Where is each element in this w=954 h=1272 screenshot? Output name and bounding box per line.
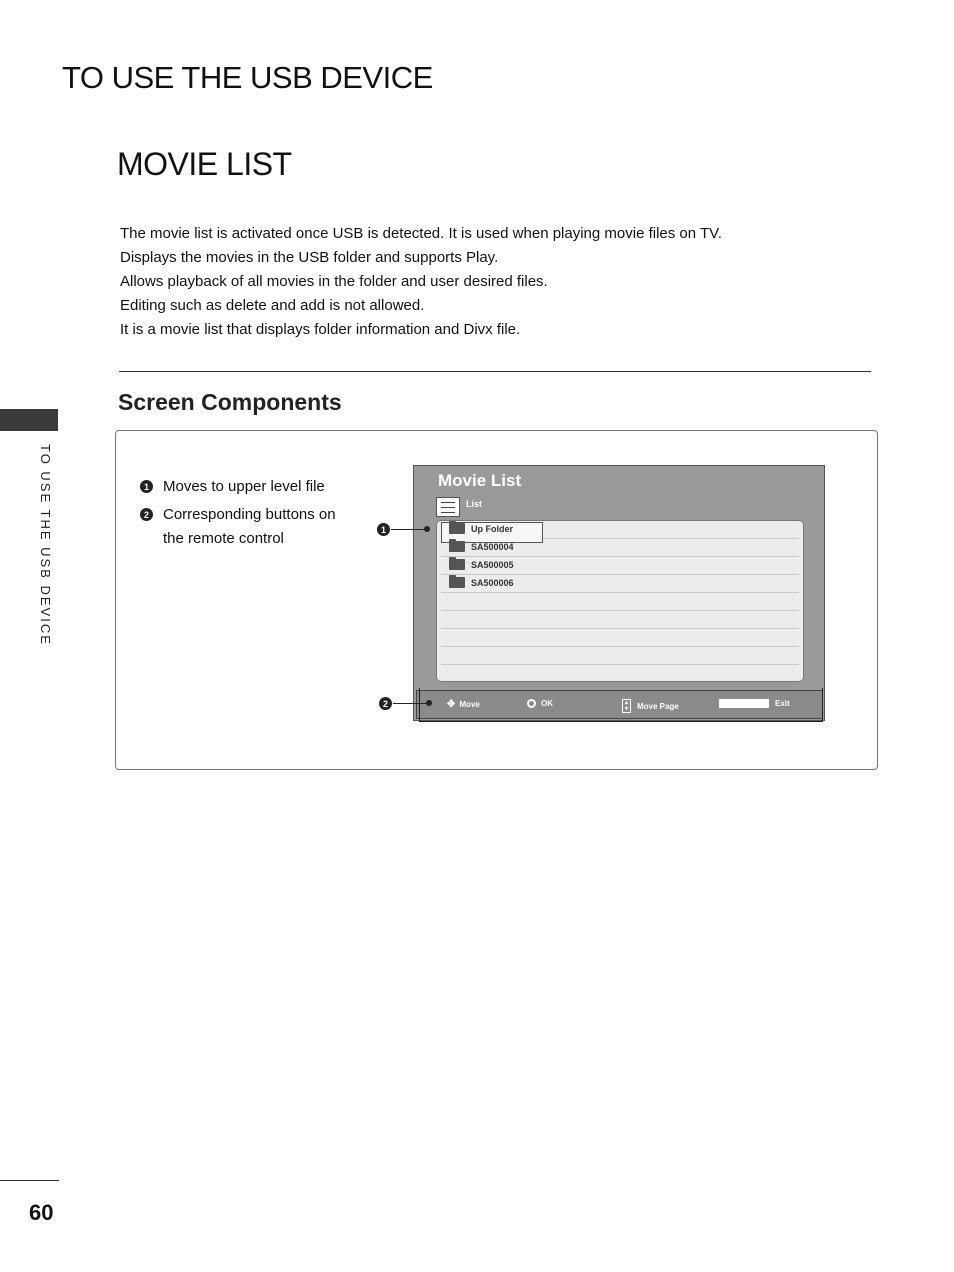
intro-line: Allows playback of all movies in the folder and user desired files. xyxy=(120,273,548,290)
screen-title: Movie List xyxy=(438,471,522,490)
list-icon xyxy=(436,497,460,517)
dpad-icon: ✥ xyxy=(447,699,456,710)
page-title: TO USE THE USB DEVICE xyxy=(62,60,433,95)
legend-item xyxy=(140,475,360,499)
page-number: 60 xyxy=(29,1200,54,1225)
legend-text: Corresponding buttons on the remote control xyxy=(163,506,336,547)
intro-line: The movie list is activated once USB is detected. It is used when playing movie files on TV. xyxy=(120,225,722,242)
tv-screen xyxy=(413,465,825,721)
file-list xyxy=(436,520,804,682)
item-label: SA500005 xyxy=(471,559,514,570)
folder-icon xyxy=(449,577,465,588)
legend-text: Moves to upper level file xyxy=(163,478,325,495)
intro-line: It is a movie list that displays folder information and Divx file. xyxy=(120,321,521,338)
item-label: SA500004 xyxy=(471,541,514,552)
footer-rule xyxy=(0,1180,59,1181)
intro-text xyxy=(120,222,880,342)
legend-number-2: 2 xyxy=(140,508,153,521)
callout-line xyxy=(393,703,429,704)
callout-dot xyxy=(426,700,432,706)
exit-label: Exit xyxy=(775,699,790,708)
subsection-title: Screen Components xyxy=(118,389,342,415)
callout-line xyxy=(391,529,427,530)
page-updown-icon: ▴ ▾ xyxy=(622,699,631,713)
divider xyxy=(119,371,871,372)
intro-line: Editing such as delete and add is not allowed. xyxy=(120,297,425,314)
side-tab-label xyxy=(33,444,53,664)
folder-icon xyxy=(449,541,465,552)
legend-item xyxy=(140,503,360,551)
side-tab-marker xyxy=(0,409,58,431)
list-item-up-folder[interactable] xyxy=(449,523,513,534)
move-page-label: Move Page xyxy=(637,701,679,711)
legend xyxy=(140,475,360,555)
up-folder-icon xyxy=(449,523,465,534)
list-item[interactable] xyxy=(449,577,514,588)
intro-line: Displays the movies in the USB folder and supports Play. xyxy=(120,249,499,266)
list-label: List xyxy=(466,499,483,509)
callout-number-1: 1 xyxy=(377,523,390,536)
item-label: Up Folder xyxy=(471,523,513,534)
legend-number-1: 1 xyxy=(140,480,153,493)
list-item[interactable] xyxy=(449,559,514,570)
side-tab-text: TO USE THE USB DEVICE xyxy=(38,444,53,646)
list-item[interactable] xyxy=(449,541,514,552)
section-title: MOVIE LIST xyxy=(117,146,292,182)
ok-label: OK xyxy=(541,699,553,708)
callout-dot xyxy=(424,526,430,532)
callout-bracket xyxy=(419,688,823,722)
folder-icon xyxy=(449,559,465,570)
callout-number-2: 2 xyxy=(379,697,392,710)
move-label: Move xyxy=(459,700,480,709)
item-label: SA500006 xyxy=(471,577,514,588)
